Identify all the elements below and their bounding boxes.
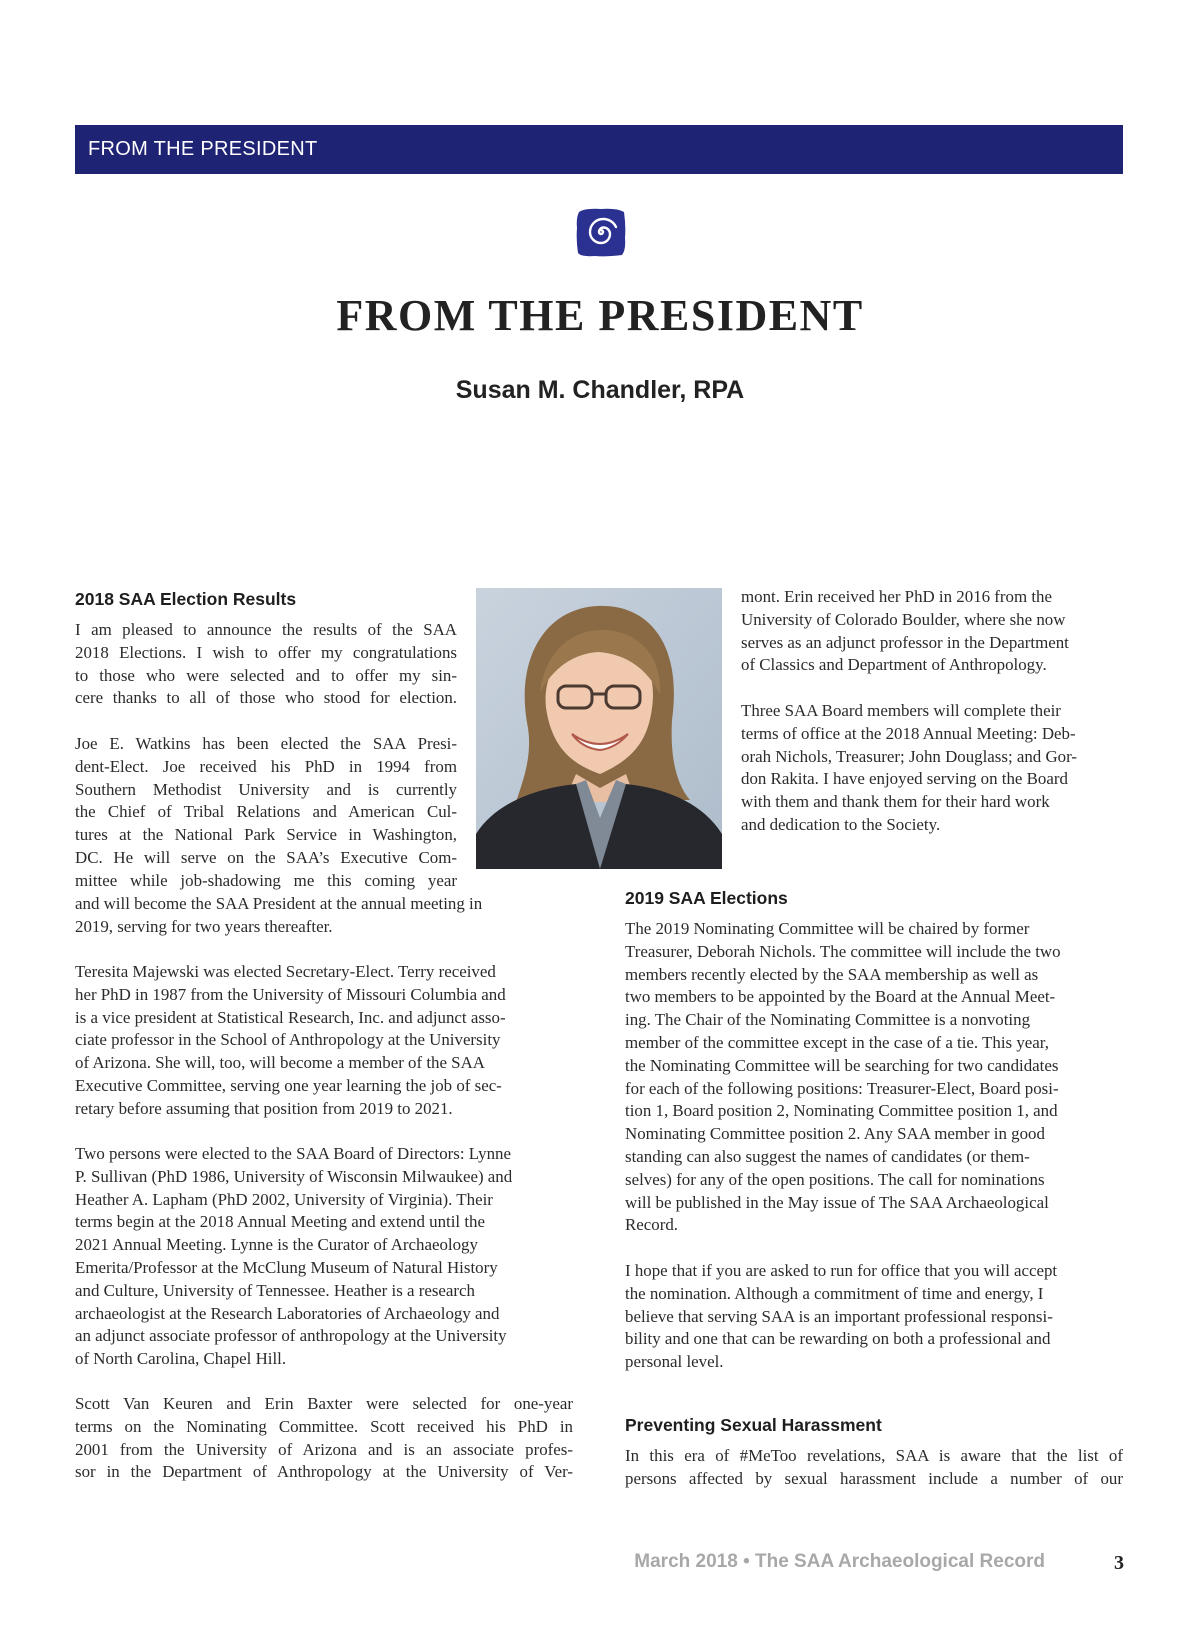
text-line: of Arizona. She will, too, will become a member of the SAA — [75, 1053, 485, 1073]
paragraph-erin-baxter — [741, 586, 1123, 677]
text-line: the Chief of Tribal Relations and American Cul- — [75, 802, 457, 822]
text-line: persons affected by sexual harassment include a number of our — [625, 1468, 1123, 1488]
paragraph-announce — [75, 619, 457, 710]
text-line: mittee while job-shadowing me this coming year — [75, 870, 457, 890]
text-line: Executive Committee, serving one year learning the job of sec- — [75, 1075, 502, 1095]
text-line: believe that serving SAA is an important professional responsi- — [625, 1306, 1053, 1326]
page-title: FROM THE PRESIDENT — [336, 291, 864, 340]
text-line: Heather A. Lapham (PhD 2002, University of Virginia). Their — [75, 1189, 493, 1209]
paragraph-watkins-cont — [75, 893, 573, 939]
text-line: personal level. — [625, 1352, 724, 1372]
text-line: 2001 from the University of Arizona and is an associate profes- — [75, 1439, 573, 1459]
text-line: Two persons were elected to the SAA Board of Directors: Lynne — [75, 1144, 511, 1163]
text-line: with them and thank them for their hard work — [741, 792, 1050, 812]
heading-2019-elections: 2019 SAA Elections — [625, 888, 788, 908]
heading-election-results: 2018 SAA Election Results — [75, 589, 297, 609]
text-line: the nomination. Although a commitment of time and energy, I — [625, 1283, 1044, 1303]
text-line: ciate professor in the School of Anthropology at the University — [75, 1030, 501, 1050]
text-line: for each of the following positions: Treasurer-Elect, Board posi- — [625, 1078, 1059, 1098]
text-line: I hope that if you are asked to run for office that you will accept — [625, 1261, 1058, 1280]
footer-issue: March 2018 • The SAA Archaeological Record — [634, 1551, 1045, 1572]
text-line: serves as an adjunct professor in the Department — [741, 632, 1069, 652]
text-line: University of Colorado Boulder, where she now — [741, 609, 1066, 629]
paragraph-watkins — [75, 733, 457, 893]
text-line: Treasurer, Deborah Nichols. The committee will include the two — [625, 941, 1061, 961]
text-line: 2019, serving for two years thereafter. — [75, 916, 333, 936]
text-line: Southern Methodist University and is currently — [75, 779, 457, 799]
text-line: 2021 Annual Meeting. Lynne is the Curator of Archaeology — [75, 1235, 478, 1255]
text-line: and Culture, University of Tennessee. Heather is a research — [75, 1280, 475, 1300]
paragraph-metoo — [625, 1445, 1123, 1491]
text-line: will be published in the May issue of The SAA Archaeological — [625, 1192, 1049, 1212]
text-line: the Nominating Committee will be searching for two candidates — [625, 1055, 1059, 1075]
text-line: two members to be appointed by the Board at the Annual Meet- — [625, 987, 1056, 1007]
text-line: mont. Erin received her PhD in 2016 from the — [741, 587, 1052, 606]
text-line: orah Nichols, Treasurer; John Douglass; and Gor- — [741, 746, 1078, 766]
text-line: selves) for any of the open positions. The call for nominations — [625, 1169, 1045, 1189]
text-line: terms of office at the 2018 Annual Meeting: Deb- — [741, 723, 1076, 743]
paragraph-2019-nominating — [625, 918, 1123, 1237]
text-line: sor in the Department of Anthropology at the University of Ver- — [75, 1462, 573, 1482]
text-line: Emerita/Professor at the McClung Museum of Natural History — [75, 1257, 498, 1277]
text-line: 2018 Elections. I wish to offer my congratulations — [75, 642, 457, 662]
text-line: is a vice president at Statistical Research, Inc. and adjunct asso- — [75, 1007, 506, 1027]
text-line: In this era of #MeToo revelations, SAA is aware that the list of — [625, 1446, 1123, 1465]
text-line: Teresita Majewski was elected Secretary-Elect. Terry received — [75, 962, 496, 981]
text-line: I am pleased to announce the results of the SAA — [75, 620, 457, 639]
author-name: Susan M. Chandler, RPA — [455, 376, 745, 404]
text-line: and dedication to the Society. — [741, 814, 941, 834]
text-line: P. Sullivan (PhD 1986, University of Wisconsin Milwaukee) and — [75, 1166, 513, 1186]
text-line: standing can also suggest the names of candidates (or them- — [625, 1146, 1030, 1166]
author-photo — [476, 588, 722, 869]
text-line: to those who were selected and to offer my sin- — [75, 665, 457, 685]
text-line: The 2019 Nominating Committee will be chaired by former — [625, 919, 1030, 938]
paragraph-run-for-office — [625, 1260, 1123, 1374]
text-line: retary before assuming that position from 2019 to 2021. — [75, 1098, 453, 1118]
text-line: an adjunct associate professor of anthropology at the University — [75, 1326, 507, 1346]
section-banner: FROM THE PRESIDENT — [75, 125, 1123, 174]
text-line: archaeologist at the Research Laboratories of Archaeology and — [75, 1303, 500, 1323]
text-line: members recently elected by the SAA membership as well as — [625, 964, 1039, 984]
text-line: terms begin at the 2018 Annual Meeting and extend until the — [75, 1212, 485, 1232]
text-line: of North Carolina, Chapel Hill. — [75, 1349, 287, 1369]
text-line: DC. He will serve on the SAA’s Executive Com- — [75, 847, 457, 867]
text-line: and will become the SAA President at the annual meeting in — [75, 894, 483, 913]
paragraph-nominating — [75, 1393, 573, 1484]
text-line: terms on the Nominating Committee. Scott received his PhD in — [75, 1416, 573, 1436]
text-line: her PhD in 1987 from the University of Missouri Columbia and — [75, 984, 506, 1004]
paragraph-majewski — [75, 961, 573, 1121]
text-line: tion 1, Board position 2, Nominating Committee position 1, and — [625, 1101, 1058, 1121]
heading-harassment: Preventing Sexual Harassment — [625, 1415, 882, 1435]
text-line: bility and one that can be rewarding on both a professional and — [625, 1329, 1051, 1349]
page-number: 3 — [1114, 1552, 1124, 1574]
text-line: Joe E. Watkins has been elected the SAA Presi- — [75, 734, 457, 753]
spiral-icon — [575, 206, 627, 258]
text-line: dent-Elect. Joe received his PhD in 1994 from — [75, 756, 457, 776]
text-line: tures at the National Park Service in Washington, — [75, 825, 457, 845]
text-line: cere thanks to all of those who stood for election. — [75, 688, 457, 708]
text-line: ing. The Chair of the Nominating Committee is a nonvoting — [625, 1010, 1031, 1030]
text-line: member of the committee except in the case of a tie. This year, — [625, 1032, 1049, 1052]
text-line: Record. — [625, 1215, 678, 1235]
text-line: don Rakita. I have enjoyed serving on the Board — [741, 769, 1068, 789]
text-line: of Classics and Department of Anthropology. — [741, 655, 1047, 675]
paragraph-board-members — [741, 700, 1123, 837]
paragraph-board-directors — [75, 1143, 573, 1371]
text-line: Nominating Committee position 2. Any SAA member in good — [625, 1124, 1045, 1144]
text-line: Three SAA Board members will complete their — [741, 701, 1061, 720]
text-line: Scott Van Keuren and Erin Baxter were selected for one-year — [75, 1394, 573, 1413]
